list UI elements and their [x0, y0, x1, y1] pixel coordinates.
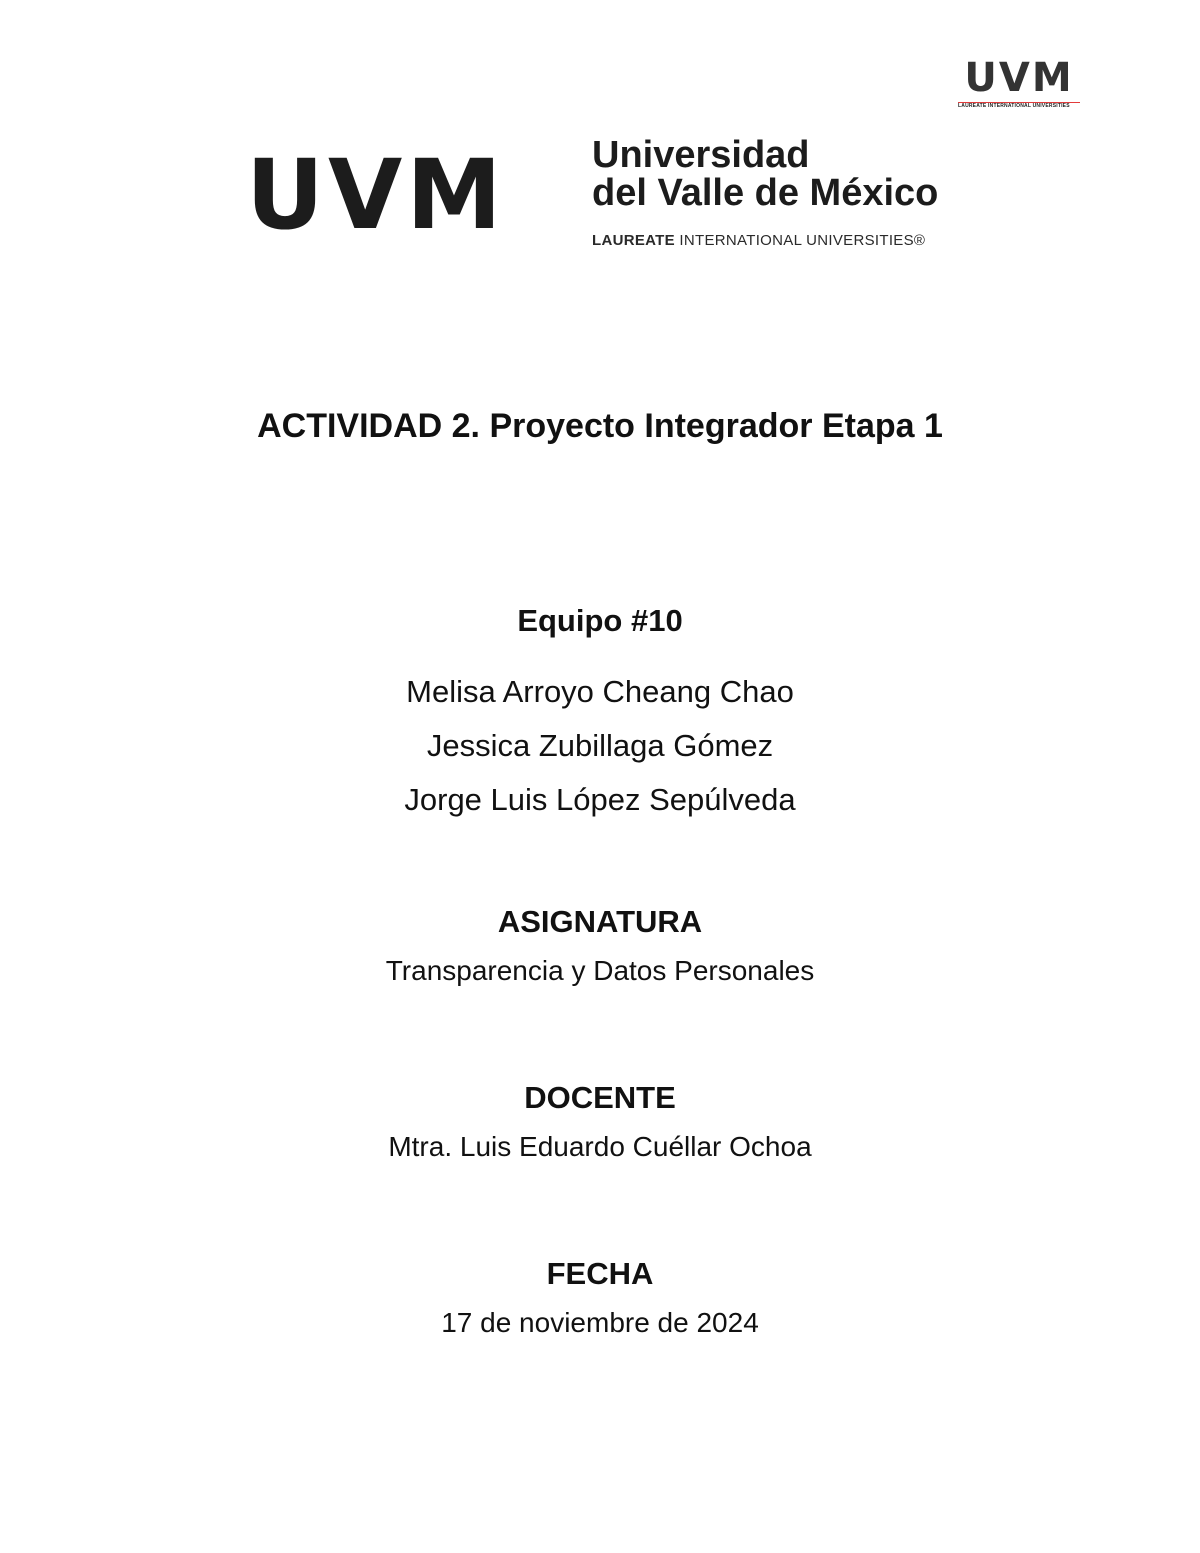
main-logo-mark: UVM	[246, 139, 506, 251]
document-title: ACTIVIDAD 2. Proyecto Integrador Etapa 1	[257, 407, 943, 445]
subject-value: Transparencia y Datos Personales	[385, 955, 815, 986]
date-value: 17 de noviembre de 2024	[441, 1307, 759, 1338]
small-logo-mark: UVM	[964, 55, 1074, 101]
team-member: Jessica Zubillaga Gómez	[426, 728, 774, 763]
university-name-line1: Universidad	[592, 134, 810, 176]
teacher-value: Mtra. Luis Eduardo Cuéllar Ochoa	[388, 1131, 812, 1162]
laureate-bold: LAUREATE	[592, 232, 675, 249]
team-heading: Equipo #10	[517, 603, 683, 638]
university-name-line2: del Valle de México	[592, 172, 939, 214]
teacher-heading: DOCENTE	[524, 1080, 676, 1115]
laureate-rest: INTERNATIONAL UNIVERSITIES®	[674, 232, 926, 249]
date-heading: FECHA	[546, 1256, 654, 1291]
main-uvm-logo	[246, 134, 958, 260]
team-member: Jorge Luis López Sepúlveda	[404, 782, 796, 817]
small-logo-tagline: LAUREATE INTERNATIONAL UNIVERSITIES	[958, 103, 1070, 109]
laureate-tagline	[592, 232, 925, 250]
university-name	[592, 136, 938, 212]
small-uvm-logo	[958, 55, 1080, 110]
subject-heading: ASIGNATURA	[497, 904, 703, 939]
team-member: Melisa Arroyo Cheang Chao	[406, 674, 794, 709]
